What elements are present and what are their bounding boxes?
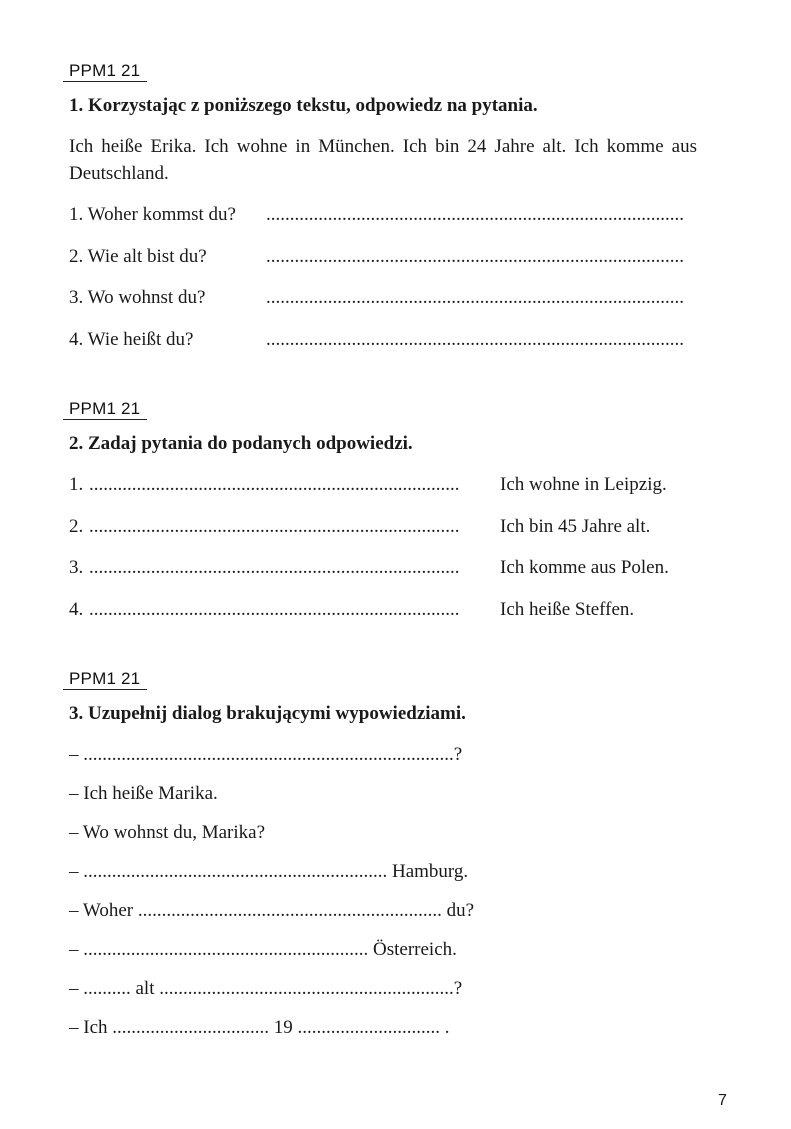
given-answer: Ich heiße Steffen. [500, 599, 635, 620]
exercise-3-heading: 3. Uzupełnij dialog brakującymi wypowiedziami. [69, 703, 466, 724]
dialog-line[interactable]: – Woher ................................................................ du? [69, 900, 475, 921]
page-number: 7 [718, 1092, 727, 1109]
section-1-tag: PPM1 21 [63, 61, 147, 82]
question-blank[interactable]: .............................................................................. [89, 516, 460, 537]
dialog-line: – Ich heiße Marika. [69, 783, 218, 804]
item-number: 4. [69, 599, 84, 620]
question-blank[interactable]: .............................................................................. [89, 474, 460, 495]
item-number: 1. [69, 474, 84, 495]
question-blank[interactable]: .............................................................................. [89, 599, 460, 620]
exercise-2-heading: 2. Zadaj pytania do podanych odpowiedzi. [69, 433, 413, 454]
given-answer: Ich komme aus Polen. [500, 557, 669, 578]
dialog-line[interactable]: – .......... alt ..............................................................? [69, 978, 463, 999]
dialog-line[interactable]: – Ich ................................. 19 .............................. . [69, 1017, 450, 1038]
answer-blank[interactable]: ........................................................................................ [266, 329, 684, 350]
dialog-line[interactable]: – ................................................................ Hamburg. [69, 861, 469, 882]
answer-blank[interactable]: ........................................................................................ [266, 246, 684, 267]
dialog-line[interactable]: – ..............................................................................? [69, 744, 463, 765]
dialog-line: – Wo wohnst du, Marika? [69, 822, 266, 843]
question-blank[interactable]: .............................................................................. [89, 557, 460, 578]
answer-blank[interactable]: ........................................................................................ [266, 204, 684, 225]
given-answer: Ich wohne in Leipzig. [500, 474, 667, 495]
exercise-1-text: Ich heiße Erika. Ich wohne in München. Ich bin 24 Jahre alt. Ich komme aus Deutschland. [69, 136, 697, 184]
exercise-1-question: 2. Wie alt bist du? [69, 246, 207, 267]
dialog-line[interactable]: – ............................................................ Österreich. [69, 939, 457, 960]
answer-blank[interactable]: ........................................................................................ [266, 287, 684, 308]
exercise-1-question: 1. Woher kommst du? [69, 204, 236, 225]
exercise-1-question: 4. Wie heißt du? [69, 329, 194, 350]
section-3-tag: PPM1 21 [63, 669, 147, 690]
section-2-tag: PPM1 21 [63, 399, 147, 420]
item-number: 3. [69, 557, 84, 578]
given-answer: Ich bin 45 Jahre alt. [500, 516, 651, 537]
exercise-1-question: 3. Wo wohnst du? [69, 287, 206, 308]
item-number: 2. [69, 516, 84, 537]
exercise-1-heading: 1. Korzystając z poniższego tekstu, odpowiedz na pytania. [69, 95, 538, 116]
